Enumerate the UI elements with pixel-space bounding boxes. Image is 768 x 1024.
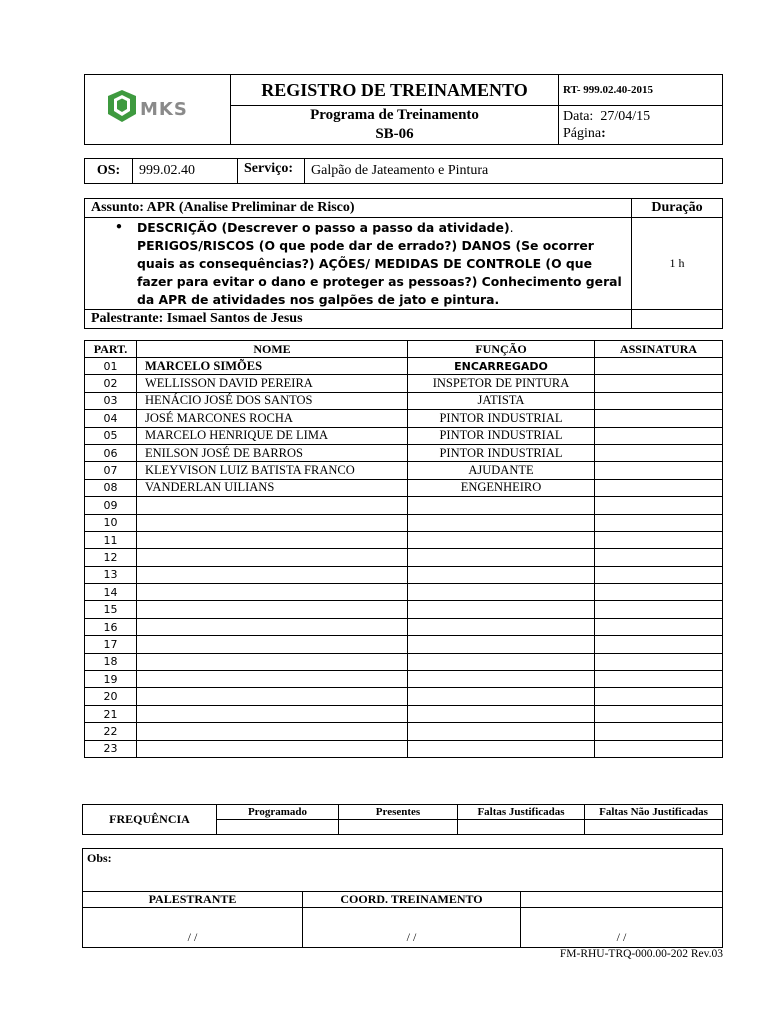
participant-function: PINTOR INDUSTRIAL (408, 444, 595, 461)
participant-signature[interactable] (595, 740, 723, 757)
table-row (85, 392, 723, 409)
participant-signature[interactable] (595, 636, 723, 653)
participant-name (137, 671, 408, 688)
participant-signature[interactable] (595, 358, 723, 375)
freq-justified-value[interactable] (458, 820, 585, 835)
participant-number: 21 (85, 705, 137, 722)
participant-function (408, 653, 595, 670)
participant-number: 08 (85, 479, 137, 496)
participant-number: 16 (85, 618, 137, 635)
table-row (85, 514, 723, 531)
participant-function (408, 601, 595, 618)
participant-name (137, 618, 408, 635)
participant-signature[interactable] (595, 549, 723, 566)
participant-number: 03 (85, 392, 137, 409)
participant-function (408, 497, 595, 514)
participant-function (408, 549, 595, 566)
participant-signature[interactable] (595, 723, 723, 740)
obs-label[interactable]: Obs: (83, 849, 723, 892)
freq-present-value[interactable] (339, 820, 458, 835)
col-function: FUNÇÃO (408, 341, 595, 358)
program-title (231, 106, 559, 145)
participant-signature[interactable] (595, 462, 723, 479)
page-label: Página (563, 126, 602, 141)
table-row (85, 740, 723, 757)
participant-number: 04 (85, 410, 137, 427)
participant-function (408, 688, 595, 705)
participant-function: PINTOR INDUSTRIAL (408, 427, 595, 444)
table-row (85, 444, 723, 461)
participant-name: WELLISSON DAVID PEREIRA (137, 375, 408, 392)
participant-name (137, 514, 408, 531)
subject-description (85, 218, 632, 310)
freq-scheduled-value[interactable] (217, 820, 339, 835)
participant-function (408, 566, 595, 583)
participant-name (137, 636, 408, 653)
date-label: Data: (563, 109, 594, 124)
program-code: SB-06 (375, 126, 414, 142)
table-row (85, 636, 723, 653)
program-name: Programa de Treinamento (310, 107, 479, 123)
participant-function (408, 618, 595, 635)
participant-number: 20 (85, 688, 137, 705)
participant-signature[interactable] (595, 444, 723, 461)
participant-number: 01 (85, 358, 137, 375)
participant-name (137, 531, 408, 548)
participant-name (137, 497, 408, 514)
participant-signature[interactable] (595, 688, 723, 705)
service-label: Serviço: (238, 159, 305, 184)
extra-signature-field[interactable] (521, 908, 723, 948)
participant-number: 02 (85, 375, 137, 392)
os-value: 999.02.40 (133, 159, 238, 184)
participant-signature[interactable] (595, 653, 723, 670)
participant-number: 17 (85, 636, 137, 653)
speaker-signature-head: PALESTRANTE (83, 892, 303, 908)
participant-name: KLEYVISON LUIZ BATISTA FRANCO (137, 462, 408, 479)
freq-scheduled: Programado (217, 805, 339, 820)
table-row (85, 566, 723, 583)
participant-name (137, 584, 408, 601)
participants-body (85, 358, 723, 758)
obs-block (82, 848, 723, 948)
participant-name (137, 740, 408, 757)
table-row (85, 653, 723, 670)
participant-function (408, 514, 595, 531)
participant-number: 15 (85, 601, 137, 618)
freq-unjustified: Faltas Não Justificadas (585, 805, 723, 820)
participant-signature[interactable] (595, 427, 723, 444)
participant-signature[interactable] (595, 618, 723, 635)
service-value: Galpão de Jateamento e Pintura (305, 159, 723, 184)
coord-signature-field[interactable] (303, 908, 521, 948)
description-dot: . (509, 220, 514, 235)
os-row (84, 158, 723, 184)
participant-name: ENILSON JOSÉ DE BARROS (137, 444, 408, 461)
participant-number: 12 (85, 549, 137, 566)
freq-present: Presentes (339, 805, 458, 820)
date-page-cell (559, 106, 723, 145)
freq-unjustified-value[interactable] (585, 820, 723, 835)
participant-number: 09 (85, 497, 137, 514)
participant-function (408, 723, 595, 740)
extra-date-blank: / / (616, 930, 627, 944)
participant-function: INSPETOR DE PINTURA (408, 375, 595, 392)
participant-name (137, 723, 408, 740)
participant-function: PINTOR INDUSTRIAL (408, 410, 595, 427)
speaker-signature-field[interactable] (83, 908, 303, 948)
participant-name (137, 688, 408, 705)
duration-value: 1 h (632, 218, 723, 310)
participant-number: 10 (85, 514, 137, 531)
participant-signature[interactable] (595, 375, 723, 392)
table-row (85, 410, 723, 427)
table-row (85, 584, 723, 601)
participant-function (408, 671, 595, 688)
coord-signature-head: COORD. TREINAMENTO (303, 892, 521, 908)
coord-date-blank: / / (406, 930, 417, 944)
participant-function: JATISTA (408, 392, 595, 409)
bullet-icon: • (115, 219, 123, 234)
os-label: OS: (85, 159, 133, 184)
participant-signature[interactable] (595, 479, 723, 496)
table-row (85, 601, 723, 618)
document-code: RT- 999.02.40-2015 (559, 75, 723, 106)
frequency-label: FREQUÊNCIA (83, 805, 217, 835)
participant-signature[interactable] (595, 601, 723, 618)
participant-name: HENÁCIO JOSÉ DOS SANTOS (137, 392, 408, 409)
participant-name (137, 653, 408, 670)
frequency-table (82, 804, 723, 835)
svg-text:MKS: MKS (139, 99, 188, 120)
participant-number: 06 (85, 444, 137, 461)
participant-name: JOSÉ MARCONES ROCHA (137, 410, 408, 427)
participant-signature[interactable] (595, 410, 723, 427)
participant-number: 19 (85, 671, 137, 688)
col-signature: ASSINATURA (595, 341, 723, 358)
participant-number: 05 (85, 427, 137, 444)
participants-table (84, 340, 723, 758)
participant-signature[interactable] (595, 566, 723, 583)
logo-cell (85, 75, 231, 145)
table-row (85, 462, 723, 479)
description-part2: PERIGOS/RISCOS (O que pode dar de errado?) DANOS (Se ocorrer quais as consequências?) AÇÕES/ MEDIDAS DE CONTROLE (O que fazer para evitar o dano e proteger as pessoas?) Conhecimento geral da APR de atividades nos galpões de jato e pintura. (137, 238, 622, 307)
mks-logo-icon (106, 90, 210, 124)
participant-number: 23 (85, 740, 137, 757)
participant-function (408, 531, 595, 548)
participant-function: AJUDANTE (408, 462, 595, 479)
participant-function (408, 740, 595, 757)
participant-signature[interactable] (595, 584, 723, 601)
participant-number: 14 (85, 584, 137, 601)
table-row (85, 427, 723, 444)
participant-name: VANDERLAN UILIANS (137, 479, 408, 496)
participant-number: 13 (85, 566, 137, 583)
description-part1: DESCRIÇÃO (Descrever o passo a passo da atividade) (137, 220, 510, 235)
speaker-name: Palestrante: Ismael Santos de Jesus (85, 310, 632, 329)
participant-signature[interactable] (595, 497, 723, 514)
table-row (85, 671, 723, 688)
participant-name (137, 549, 408, 566)
table-row (85, 705, 723, 722)
participant-signature[interactable] (595, 671, 723, 688)
freq-justified: Faltas Justificadas (458, 805, 585, 820)
participant-function (408, 584, 595, 601)
table-row (85, 618, 723, 635)
header-block (84, 74, 723, 145)
participant-name: MARCELO HENRIQUE DE LIMA (137, 427, 408, 444)
participant-number: 07 (85, 462, 137, 479)
participant-name (137, 601, 408, 618)
subject-block (84, 198, 723, 329)
col-part: PART. (85, 341, 137, 358)
participant-number: 11 (85, 531, 137, 548)
table-row (85, 688, 723, 705)
participant-signature[interactable] (595, 705, 723, 722)
participant-function: ENCARREGADO (408, 358, 595, 375)
document-title: REGISTRO DE TREINAMENTO (231, 75, 559, 106)
participant-function (408, 636, 595, 653)
page-colon: : (601, 126, 606, 141)
speaker-date-blank: / / (187, 930, 198, 944)
table-row (85, 479, 723, 496)
extra-signature-head (521, 892, 723, 908)
participant-name (137, 705, 408, 722)
table-row (85, 723, 723, 740)
participant-signature[interactable] (595, 392, 723, 409)
participant-number: 18 (85, 653, 137, 670)
table-row (85, 375, 723, 392)
table-row (85, 358, 723, 375)
participant-signature[interactable] (595, 531, 723, 548)
col-name: NOME (137, 341, 408, 358)
duration-label: Duração (632, 199, 723, 218)
participant-function: ENGENHEIRO (408, 479, 595, 496)
participant-number: 22 (85, 723, 137, 740)
form-code: FM-RHU-TRQ-000.00-202 Rev.03 (559, 948, 723, 960)
date-value: 27/04/15 (600, 109, 651, 124)
participant-signature[interactable] (595, 514, 723, 531)
table-row (85, 531, 723, 548)
table-row (85, 497, 723, 514)
participant-function (408, 705, 595, 722)
participant-name: MARCELO SIMÕES (137, 358, 408, 375)
speaker-duration-empty (632, 310, 723, 329)
subject-title: Assunto: APR (Analise Preliminar de Risco) (85, 199, 632, 218)
participant-name (137, 566, 408, 583)
table-row (85, 549, 723, 566)
